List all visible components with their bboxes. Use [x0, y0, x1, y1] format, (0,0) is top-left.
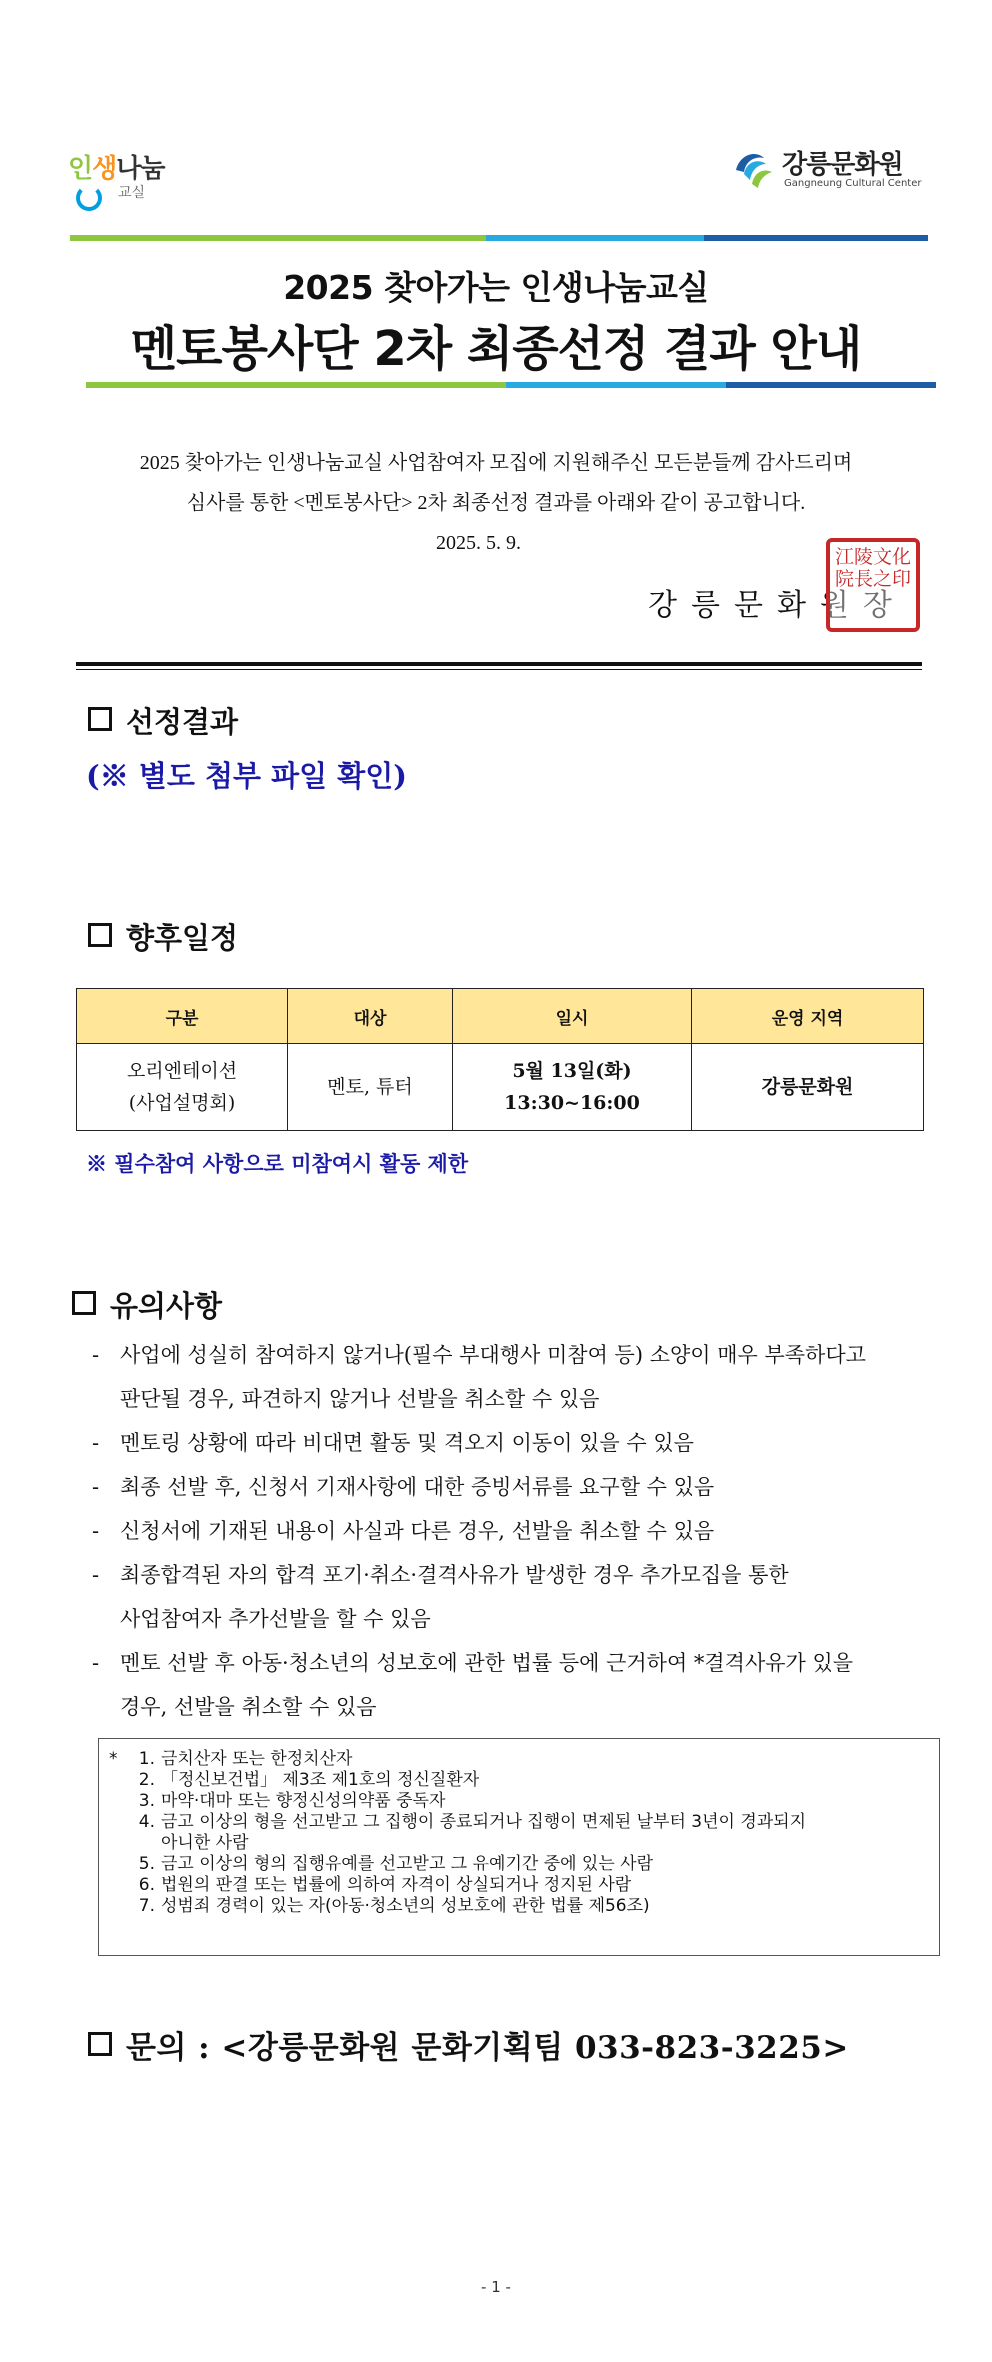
disqualification-footnote-box — [98, 1738, 940, 1956]
footnote-item: 3. 마약·대마 또는 향정신성의약품 중독자 — [138, 1791, 446, 1811]
footnote-item: 7. 성범죄 경력이 있는 자(아동·청소년의 성보호에 관한 법률 제56조) — [138, 1896, 650, 1916]
schedule-heading: 향후일정 — [88, 916, 238, 957]
list-item: - 사업에 성실히 참여하지 않거나(필수 부대행사 미참여 등) 소양이 매우 부족하다고 판단될 경우, 파견하지 않거나 선발을 취소할 수 있음 — [92, 1343, 866, 1411]
col-header-target: 대상 — [288, 989, 453, 1044]
intro-line-2: 심사를 통한 <멘토봉사단> 2차 최종선정 결과를 아래와 같이 공고합니다. — [186, 492, 806, 514]
checkbox-square-icon — [88, 2032, 112, 2056]
logo-left-wordmark: 인생나눔 — [68, 154, 165, 184]
selection-heading: 선정결과 — [88, 700, 238, 741]
footnote-item: 4. 금고 이상의 형을 선고받고 그 집행이 종료되거나 집행이 면제된 날부터 3년이 경과되지 — [138, 1812, 807, 1832]
footnote-item: 1. 금치산자 또는 한정치산자 — [138, 1749, 353, 1769]
selection-note: (※ 별도 첨부 파일 확인) — [86, 759, 407, 793]
list-item: - 신청서에 기재된 내용이 사실과 다른 경우, 선발을 취소할 수 있음 — [92, 1519, 715, 1543]
inseng-nanum-logo — [68, 140, 178, 210]
logo-right-name: 강릉문화원 — [782, 150, 903, 180]
checkbox-square-icon — [88, 707, 112, 731]
official-seal-stamp: 江陵文化院長之印 — [826, 538, 920, 632]
title-line-1: 2025 찾아가는 인생나눔교실 — [283, 268, 709, 307]
footnote-marker: * — [109, 1749, 118, 1769]
list-item: - 멘토링 상황에 따라 비대면 활동 및 격오지 이동이 있을 수 있음 — [92, 1431, 694, 1455]
cell-category: 오리엔테이션 (사업설명회) — [77, 1044, 288, 1131]
intro-line-1: 2025 찾아가는 인생나눔교실 사업참여자 모집에 지원해주신 모든분들께 감사드리며 — [139, 452, 853, 474]
page-number: - 1 - — [481, 2278, 511, 2296]
list-item: - 최종 선발 후, 신청서 기재사항에 대한 증빙서류를 요구할 수 있음 — [92, 1475, 715, 1499]
cell-target: 멘토, 튜터 — [288, 1044, 453, 1131]
table-row — [77, 1044, 924, 1131]
cell-region: 강릉문화원 — [692, 1044, 924, 1131]
notice-list — [92, 1333, 932, 1729]
top-color-bar — [70, 235, 928, 241]
gangneung-cultural-center-logo — [730, 138, 930, 198]
cultural-center-mark-icon — [730, 144, 778, 192]
table-header-row — [77, 989, 924, 1044]
checkbox-square-icon — [72, 1291, 96, 1315]
list-item: - 멘토 선발 후 아동·청소년의 성보호에 관한 법률 등에 근거하여 *결격사유가 있을 경우, 선발을 취소할 수 있음 — [92, 1651, 854, 1719]
list-item: - 최종합격된 자의 합격 포기·취소·결격사유가 발생한 경우 추가모집을 통한 사업참여자 추가선발을 할 수 있음 — [92, 1563, 789, 1631]
checkbox-square-icon — [88, 923, 112, 947]
cell-datetime: 5월 13일(화) 13:30~16:00 — [453, 1044, 692, 1131]
footnote-item: 5. 금고 이상의 형의 집행유예를 선고받고 그 유예기간 중에 있는 사람 — [138, 1854, 654, 1874]
schedule-table — [76, 988, 924, 1131]
col-header-datetime: 일시 — [453, 989, 692, 1044]
col-header-region: 운영 지역 — [692, 989, 924, 1044]
logo-swirl-icon — [76, 185, 102, 211]
announcement-date: 2025. 5. 9. — [436, 532, 521, 554]
logo-left-subtext: 교실 — [118, 185, 146, 201]
title-line-2: 멘토봉사단 2차 최종선정 결과 안내 — [130, 321, 862, 377]
section-divider-thin — [76, 669, 922, 670]
footnote-item-continued: 아니한 사람 — [161, 1833, 249, 1853]
contact-line: 문의 : <강릉문화원 문화기획팀 033-823-3225> — [88, 2022, 849, 2067]
col-header-category: 구분 — [77, 989, 288, 1044]
footnote-item: 6. 법원의 판결 또는 법률에 의하여 자격이 상실되거나 정지된 사람 — [138, 1875, 632, 1895]
logo-right-english: Gangneung Cultural Center — [784, 178, 922, 189]
schedule-note: ※ 필수참여 사항으로 미참여시 활동 제한 — [86, 1151, 469, 1176]
signer-name: 강릉문화원장 — [648, 588, 906, 623]
footnote-item: 2. 「정신보건법」 제3조 제1호의 정신질환자 — [138, 1770, 480, 1790]
notice-heading: 유의사항 — [72, 1284, 222, 1325]
title-underline-bar — [86, 382, 936, 388]
section-divider-thick — [76, 662, 922, 666]
